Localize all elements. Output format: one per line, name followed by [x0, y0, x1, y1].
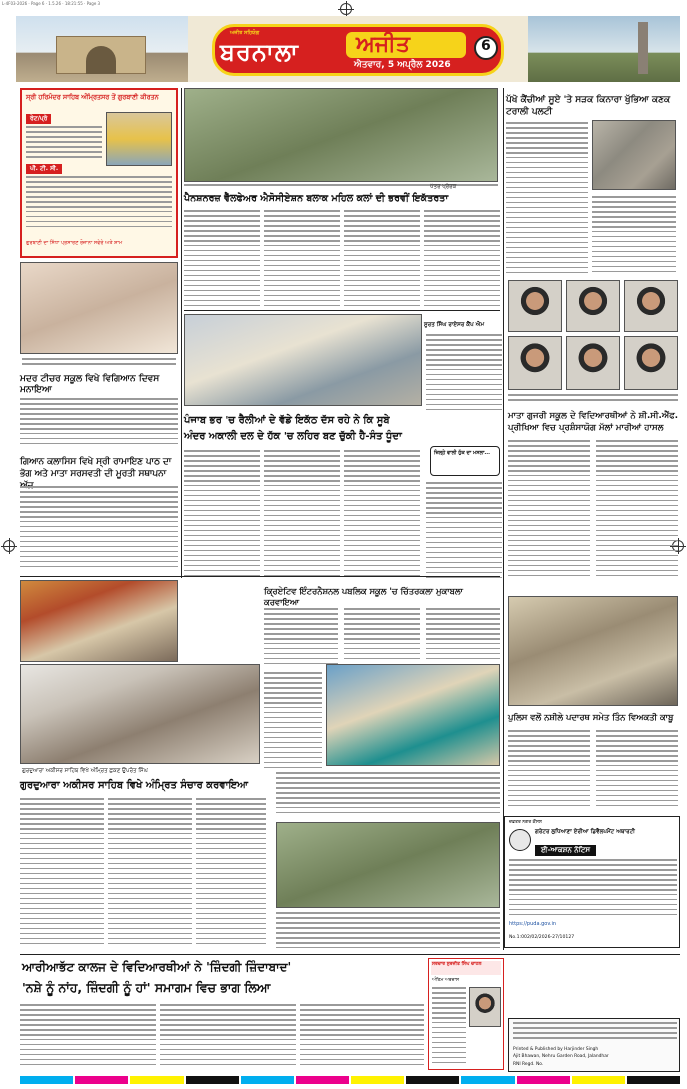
golden-temple-photo [106, 112, 172, 166]
column-rule [503, 88, 504, 950]
notice-ref: No.1:002/02/2026-27/10127 [509, 935, 575, 940]
divider [20, 576, 500, 577]
aryabhatt-headline-1: ਆਰੀਆਭੱਟ ਕਾਲਜ ਦੇ ਵਿਦਿਆਰਥੀਆਂ ਨੇ 'ਜ਼ਿੰਦਗੀ ਜ਼ਿੰਦਾਬਾਦ' [22, 960, 292, 974]
ajit-small-label: ਅਜੀਤ ਸਹਿਯੋਗ [230, 30, 260, 36]
student-photo [624, 336, 678, 390]
mata-gujri-headline: ਮਾਤਾ ਗੁਜਰੀ ਸਕੂਲ ਦੇ ਵਿਦਿਆਰਥੀਆਂ ਨੇ ਸ਼ੀ.ਸੀ.ਐੱਫ. ਪ੍ਰੀਖਿਆ ਵਿਚ ਪ੍ਰਸ਼ੰਸਾਯੋਗ ਮੱਲਾਂ ਮਾਰੀਆਂ ਹਾਸਲ [508, 411, 679, 433]
pensioners-caption: ਪੱਤਰ ਪ੍ਰੇਰਕ [430, 184, 457, 190]
masthead-photo-monument [528, 16, 680, 82]
memorial-ad [428, 958, 504, 1070]
pensioners-headline: ਪੈਨਸ਼ਨਰਜ਼ ਵੈੱਲਫੇਅਰ ਐਸੋਸੀਏਸ਼ਨ ਬਲਾਕ ਮਹਿਲ ਕਲਾਂ ਦੀ ਭਰਵੀਂ ਇਕੱਤਰਤਾ [184, 193, 449, 204]
science-day-headline: ਮਦਰ ਟੀਚਰ ਸਕੂਲ ਵਿਖੇ ਵਿਗਿਆਨ ਦਿਵਸ ਮਨਾਇਆ [20, 374, 160, 395]
pakho-headline: ਪੱਖੋ ਕੈਂਚੀਆਂ ਸੂਏ 'ਤੇ ਸੜਕ ਕਿਨਾਰਾ ਖੁੱਭਿਆ ਕਣਕ ਟਰਾਲੀ ਪਲਟੀ [506, 95, 671, 117]
science-day-photo [20, 262, 178, 354]
imprint-line-1: Printed & Published by Harjinder Singh [513, 1047, 599, 1052]
imprint-line-2: Ajit Bhawan, Nehru Garden Road, Jalandhar [513, 1054, 609, 1059]
drawing-headline: ਕ੍ਰਿਏਟਿਵ ਇੰਟਰਨੈਸ਼ਨਲ ਪਬਲਿਕ ਸਕੂਲ 'ਚ ਚਿੱਤਰਕਲਾ ਮੁਕਾਬਲਾ ਕਰਵਾਇਆ [264, 586, 463, 607]
rally-headline-2: ਅੰਦਰ ਅਕਾਲੀ ਦਲ ਦੇ ਹੱਕ 'ਚ ਲਹਿਰ ਬਣ ਚੁੱਕੀ ਹੈ-ਸੰਤ ਧੂੰਦਾ [184, 431, 402, 442]
edition-date: ਐਤਵਾਰ, 5 ਅਪ੍ਰੈਲ 2026 [354, 60, 451, 70]
divider [184, 310, 500, 311]
gurbani-box [20, 88, 178, 258]
group-photo [276, 822, 500, 908]
notice-title: ਈ-ਆਕਸ਼ਨ ਨੋਟਿਸ [535, 845, 596, 856]
divider [20, 954, 680, 955]
student-photo [566, 336, 620, 390]
color-bar [20, 1076, 680, 1084]
masthead-photo-gate [16, 16, 188, 82]
student-photo [508, 280, 562, 332]
aryabhatt-headline-2: 'ਨਸ਼ੇ ਨੂੰ ਨਾਂਹ, ਜ਼ਿੰਦਗੀ ਨੂੰ ਹਾਂ' ਸਮਾਗਮ ਵਿਚ ਭਾਗ ਲਿਆ [22, 980, 271, 995]
memorial-title: ਸਰਦਾਰ ਸੁਰਜੀਤ ਸਿੰਘ ਚਾਹਲ [432, 962, 482, 967]
page-number: 6 [481, 38, 491, 54]
ptc-label: ਪੀ. ਟੀ. ਸੀ. [26, 164, 62, 174]
column-rule [181, 88, 182, 578]
rally-side-label: ਸੂਰਤ ਸਿੰਘ ਰਾਏਸਰ ਕੈਂਪ ਐਮ [424, 322, 485, 328]
gurbani-title: ਸ੍ਰੀ ਹਰਿਮੰਦਰ ਸਾਹਿਬ ਅੰਮ੍ਰਿਤਸਰ ਤੋਂ ਗੁਰਬਾਣੀ ਕੀਰਤਨ [26, 93, 159, 101]
memorial-subtitle: ਅੰਤਿਮ ਅਰਦਾਸ [432, 978, 460, 983]
amrit-caption: ਗੁਰਦੁਆਰਾ ਅਕੀਸਰ ਸਾਹਿਬ ਵਿਖੇ ਅੰਮ੍ਰਿਤ ਛਕਣ ਉਪਰੰਤ ਸਿੰਘ [22, 768, 148, 774]
emblem-icon [509, 829, 531, 851]
police-headline: ਪੁਲਿਸ ਵਲੋਂ ਨਸ਼ੀਲੇ ਪਦਾਰਥ ਸਮੇਤ ਤਿੰਨ ਵਿਅਕਤੀ ਕਾਬੂ [508, 712, 674, 722]
registration-mark [3, 540, 15, 552]
notice-website[interactable]: https://puda.gov.in [509, 921, 557, 927]
rni-number: RNI Regd. No. [513, 1062, 544, 1067]
rate-label: ਰੇਟ/ਪ੍ਰੋ [26, 114, 51, 124]
amrit-photo-bottom [20, 664, 260, 764]
police-photo [508, 596, 678, 706]
gurbani-note: ਗੁਰਬਾਣੀ ਦਾ ਸਿੱਧਾ ਪ੍ਰਸਾਰਣ ਰੋਜ਼ਾਨਾ ਸਵੇਰੇ ਅਤੇ ਸ਼ਾਮ [26, 240, 123, 246]
print-slug: L-4F03-2026 · Page 6 · 1.5.26 · 18:21:55 · Page 3 [2, 1, 101, 6]
memorial-portrait [469, 987, 501, 1027]
student-photo [508, 336, 562, 390]
notice-office: ਦਫ਼ਤਰ ਨਗਰ ਕੌਂਸਲ [509, 820, 542, 825]
trolley-photo [592, 120, 676, 190]
rally-badge-text: ਜ਼ਿਲ੍ਹੇ ਵਾਲੀ ਹੁੱਕ ਦਾ ਮਸਲਾ... [434, 450, 491, 456]
rally-badge [430, 446, 500, 476]
rally-photo [184, 314, 422, 406]
masthead [16, 16, 680, 82]
notice-authority: ਗਰੇਟਰ ਲੁਧਿਆਣਾ ਏਰੀਆ ਡਿਵੈਲਪਮੈਂਟ ਅਥਾਰਟੀ [535, 829, 635, 835]
amrit-photo-top [20, 580, 178, 662]
paper-name: ਅਜੀਤ [356, 32, 410, 57]
imprint-box [508, 1018, 680, 1072]
amrit-headline: ਗੁਰਦੁਆਰਾ ਅਕੀਸਰ ਸਾਹਿਬ ਵਿਖੇ ਅੰਮ੍ਰਿਤ ਸੰਚਾਰ ਕਰਵਾਇਆ [20, 780, 249, 791]
drawing-photo [326, 664, 500, 766]
city-title: ਬਰਨਾਲਾ [220, 38, 299, 66]
student-photo [566, 280, 620, 332]
registration-mark [340, 3, 352, 15]
auction-notice [504, 816, 680, 948]
student-photo [624, 280, 678, 332]
rally-headline-1: ਪੰਜਾਬ ਭਰ 'ਚ ਰੈਲੀਆਂ ਦੇ ਵੱਡੇ ਇਕੱਠ ਦੱਸ ਰਹੇ ਨੇ ਕਿ ਸੂਬੇ [184, 415, 390, 426]
pensioners-photo [184, 88, 498, 182]
gyan-kala-headline: ਗਿਆਨ ਕਲਾਸਿਸ ਵਿਖੇ ਸ੍ਰੀ ਰਾਮਾਇਣ ਪਾਠ ਦਾ ਭੋਗ ਅਤੇ ਮਾਤਾ ਸਰਸਵਤੀ ਦੀ ਮੂਰਤੀ ਸਥਾਪਨਾ [20, 457, 172, 479]
